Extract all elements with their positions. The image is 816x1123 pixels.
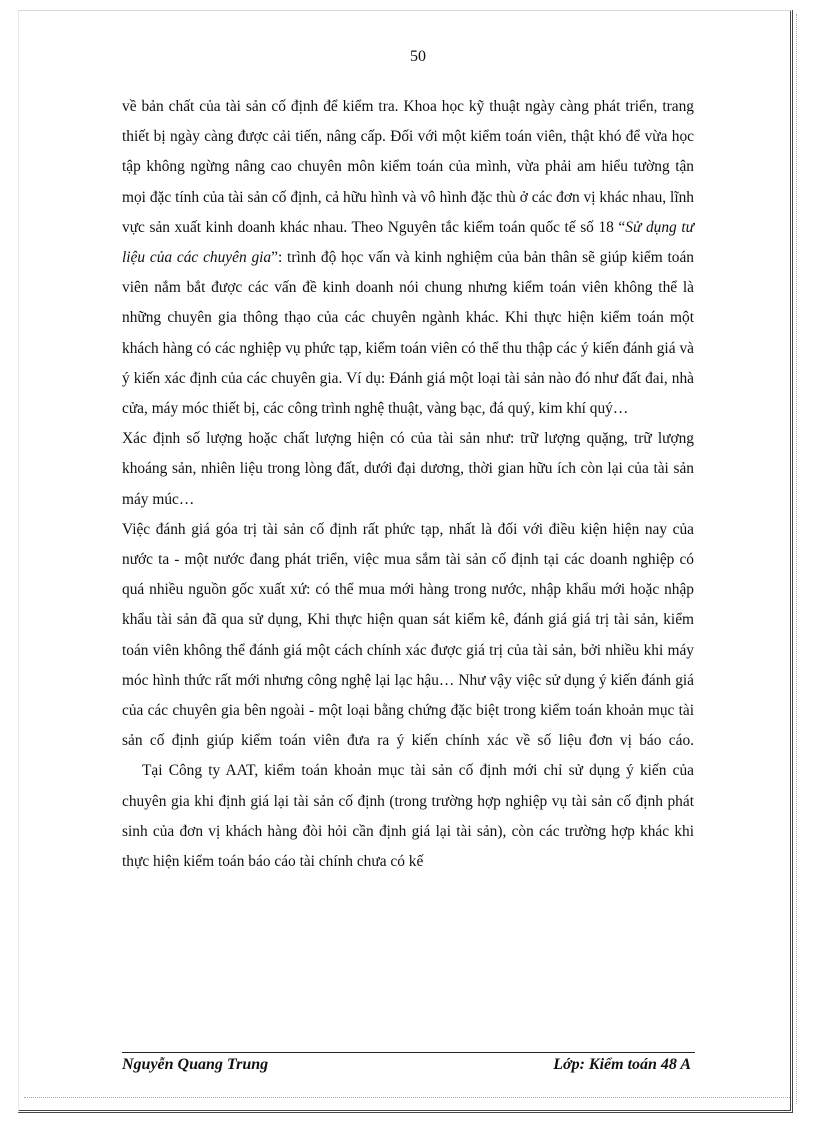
paragraph-2: Xác định số lượng hoặc chất lượng hiện có của tài sản như: trữ lượng quặng, trữ lượng khoáng sản, nhiên liệu trong lòng đất, dưới đại dương, thời gian hữu ích còn lại của tài sản máy múc… xyxy=(122,430,694,508)
footer-class: Lớp: Kiểm toán 48 A xyxy=(553,1056,691,1073)
paragraph-1-text-b: ”: trình độ học vấn và kinh nghiệm của bản thân sẽ giúp kiểm toán viên nắm bắt được các vấn đề kinh doanh nói chung nhưng kiểm toán viên không thể là những chuyên gia thông thạo của các chuyên ngành khác. Khi thực hiện kiểm toán một khách hàng có các nghiệp vụ phức tạp, kiểm toán viên có thể thu thập các ý kiến đánh giá và ý kiến xác định của các chuyên gia. Ví dụ: Đánh giá một loại tài sản nào đó như đất đai, nhà cửa, máy móc thiết bị, các công trình nghệ thuật, vàng bạc, đá quý, kim khí quý… xyxy=(122,249,694,418)
paragraph-4: Tại Công ty AAT, kiểm toán khoản mục tài sản cố định mới chỉ sử dụng ý kiến của chuyên gia khi định giá lại tài sản cố định (trong trường hợp nghiệp vụ tài sản cố định phát sinh của đơn vị khách hàng đòi hỏi cần định giá lại tài sản), còn các trường hợp khác khi thực hiện kiểm toán báo cáo tài chính chưa có kế xyxy=(122,762,694,871)
footer-author: Nguyễn Quang Trung xyxy=(122,1056,269,1073)
paragraph-1-text-a: về bản chất của tài sản cố định để kiểm tra. Khoa học kỹ thuật ngày càng phát triển, trang thiết bị ngày càng được cải tiến, nâng cấp. Đối với một kiểm toán viên, thật khó để vừa học tập không ngừng nâng cao chuyên môn kiểm toán của mình, vừa phải am hiểu tường tận mọi đặc tính của tài sản cố định, cả hữu hình và vô hình đặc thù ở các đơn vị khác nhau, lĩnh vực sản xuất kinh doanh khác nhau. Theo Nguyên tắc kiểm toán quốc tế số 18 “ xyxy=(122,98,694,236)
footer-rule xyxy=(122,1052,695,1053)
paragraph-3: Việc đánh giá góa trị tài sản cố định rất phức tạp, nhất là đối với điều kiện hiện nay của nước ta - một nước đang phát triển, việc mua sắm tài sản cố định tại các doanh nghiệp có quá nhiều nguồn gốc xuất xứ: có thể mua mới hàng trong nước, nhập khẩu mới hoặc nhập khẩu tài sản đã qua sử dụng, Khi thực hiện quan sát kiểm kê, đánh giá giá trị tài sản, kiểm toán viên không thể đánh giá một cách chính xác được giá trị của tài sản, bởi nhiều khi máy móc hình thức rất mới nhưng công nghệ lại lạc hậu… Như vậy việc sử dụng ý kiến đánh giá của các chuyên gia bên ngoài - một loại bằng chứng đặc biệt trong kiểm toán khoản mục tài sản cố định giúp kiểm toán viên đưa ra ý kiến chính xác về số liệu đơn vị báo cáo. xyxy=(122,520,694,750)
frame-bottom-dotted-line xyxy=(24,1097,790,1098)
page-number: 50 xyxy=(410,48,426,65)
paragraph-1 xyxy=(122,92,694,424)
cited-standard-title: Sử dụng tư liệu của các chuyên gia xyxy=(122,218,694,267)
frame-right-dotted-line xyxy=(796,14,797,1104)
document-body xyxy=(122,92,694,877)
